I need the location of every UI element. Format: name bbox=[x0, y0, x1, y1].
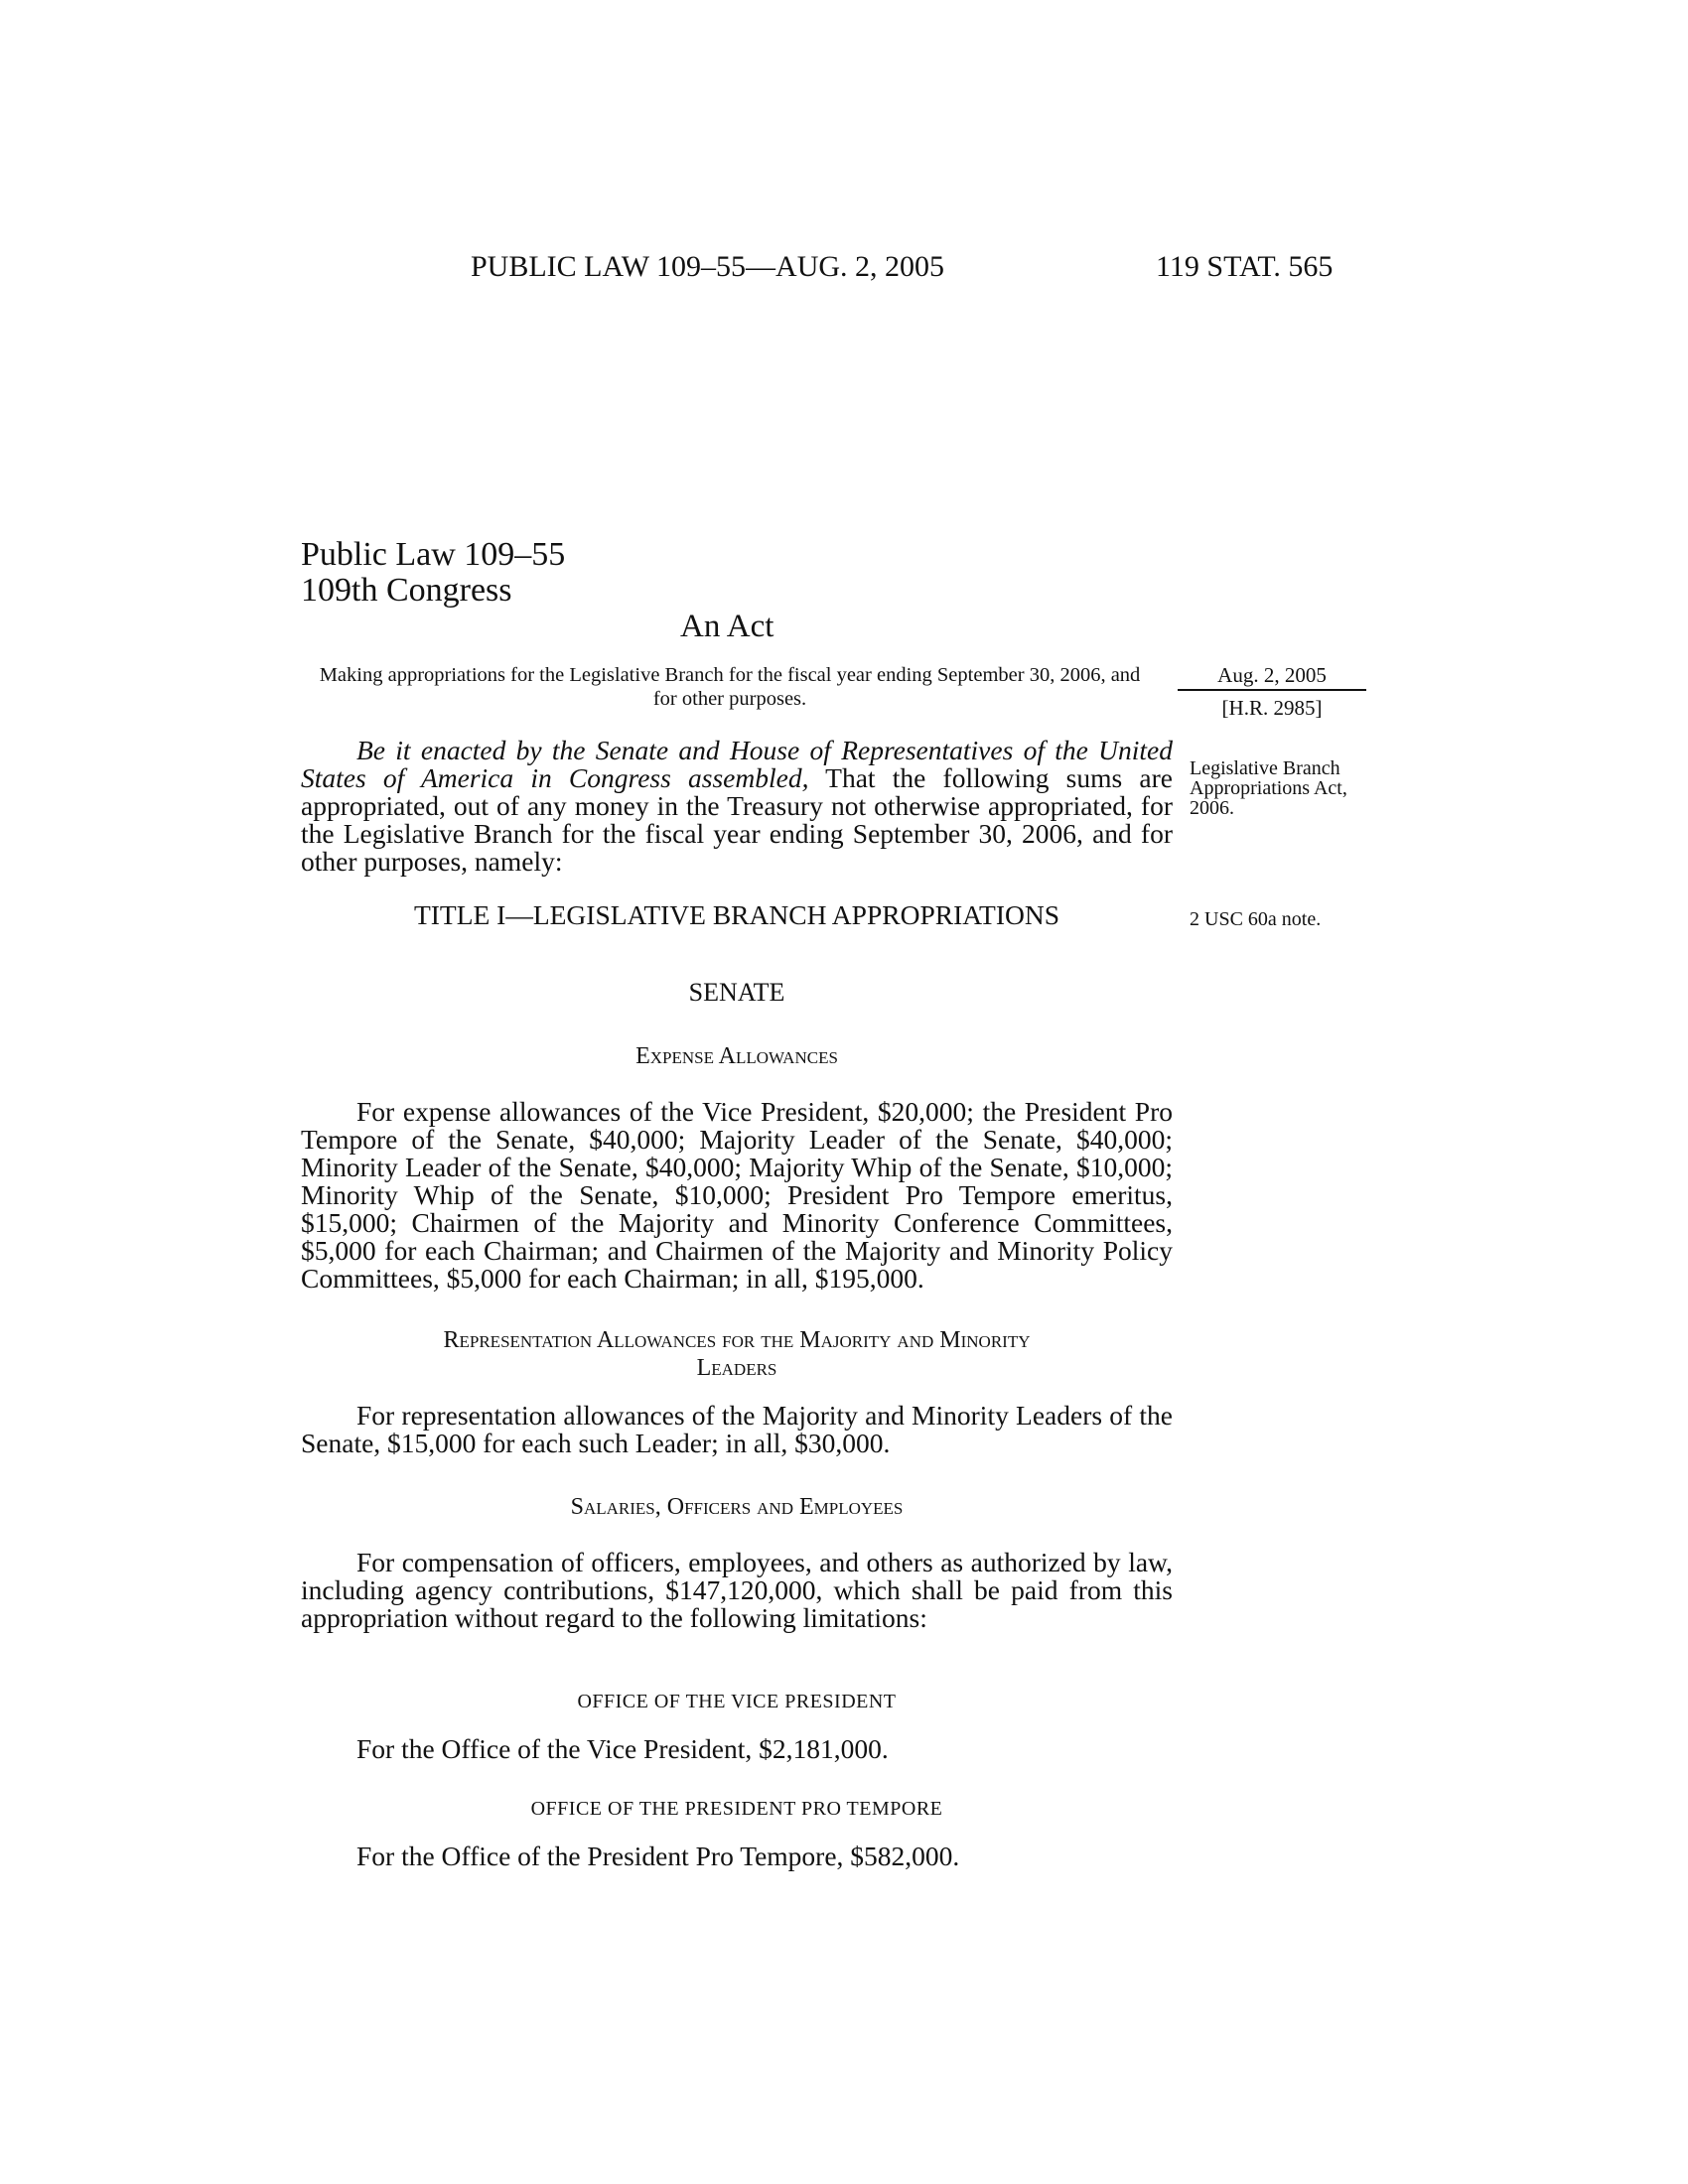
representation-heading-line2: Leaders bbox=[696, 1355, 777, 1381]
office-president-pro-tempore-text: For the Office of the President Pro Tempore, $582,000. bbox=[356, 1841, 960, 1871]
salaries-heading: Salaries, Officers and Employees bbox=[570, 1494, 904, 1520]
title-heading: TITLE I—LEGISLATIVE BRANCH APPROPRIATIONS bbox=[413, 899, 1060, 930]
salaries-text: For compensation of officers, employees, and others as authorized by law, including agency contributions, $147,120,000, which shall be paid from this appropriation without regard to the following limitations: bbox=[301, 1547, 1173, 1633]
expense-allowances-text: For expense allowances of the Vice President, $20,000; the President Pro Tempore of the Senate, $40,000; Majority Leader of the Senate, $40,000; Minority Leader of the Senate, $40,000; Majority Whip of the Senate, $10,000; Minority Whip of the Senate, $10,000; President Pro Tempore emeritus, $15,000; Chairmen of the Majority and Minority Conference Committees, $5,000 for each Chairman; and Chairmen of the Majority and Minority Policy Committees, $5,000 for each Chairman; in all, $195,000. bbox=[301, 1096, 1173, 1294]
enacting-clause-italic: Be it enacted by the Senate and House of Representatives of the United States of America in Congress assembled, bbox=[301, 735, 1173, 793]
margin-note-usc: 2 USC 60a note. bbox=[1190, 908, 1322, 930]
office-vice-president-text: For the Office of the Vice President, $2,181,000. bbox=[356, 1733, 889, 1764]
representation-allowances-text: For representation allowances of the Majority and Minority Leaders of the Senate, $15,000 for each such Leader; in all, $30,000. bbox=[301, 1400, 1173, 1458]
representation-allowances-heading bbox=[301, 1326, 1173, 1382]
office-vice-president-heading: OFFICE OF THE VICE PRESIDENT bbox=[577, 1691, 897, 1712]
public-law-number: Public Law 109–55 bbox=[301, 536, 566, 573]
congress-number: 109th Congress bbox=[301, 572, 512, 609]
enacting-clause bbox=[301, 737, 1173, 876]
enacting-clause-rest: That the following sums are appropriated, out of any money in the Treasury not otherwise appropriated, for the Legislative Branch for the fiscal year ending September 30, 2006, and for other purposes, namely: bbox=[301, 762, 1173, 877]
enactment-date: Aug. 2, 2005 bbox=[1178, 663, 1366, 691]
running-header-title: PUBLIC LAW 109–55—AUG. 2, 2005 bbox=[471, 250, 945, 283]
office-president-pro-tempore-heading: OFFICE OF THE PRESIDENT PRO TEMPORE bbox=[530, 1798, 943, 1820]
act-purpose: Making appropriations for the Legislative Branch for the fiscal year ending September 30, 2006, and for other purposes. bbox=[319, 664, 1141, 710]
statute-page-number: 119 STAT. 565 bbox=[1156, 250, 1334, 283]
act-label: An Act bbox=[680, 609, 774, 644]
representation-heading-line1: Representation Allowances for the Majority and Minority bbox=[443, 1327, 1031, 1353]
margin-note-act-name: Legislative Branch Appropriations Act, 2006. bbox=[1190, 757, 1347, 819]
expense-allowances-heading: Expense Allowances bbox=[635, 1043, 838, 1069]
bill-number: [H.R. 2985] bbox=[1221, 696, 1323, 720]
enactment-date-box bbox=[1178, 663, 1366, 720]
senate-heading: SENATE bbox=[688, 978, 785, 1007]
